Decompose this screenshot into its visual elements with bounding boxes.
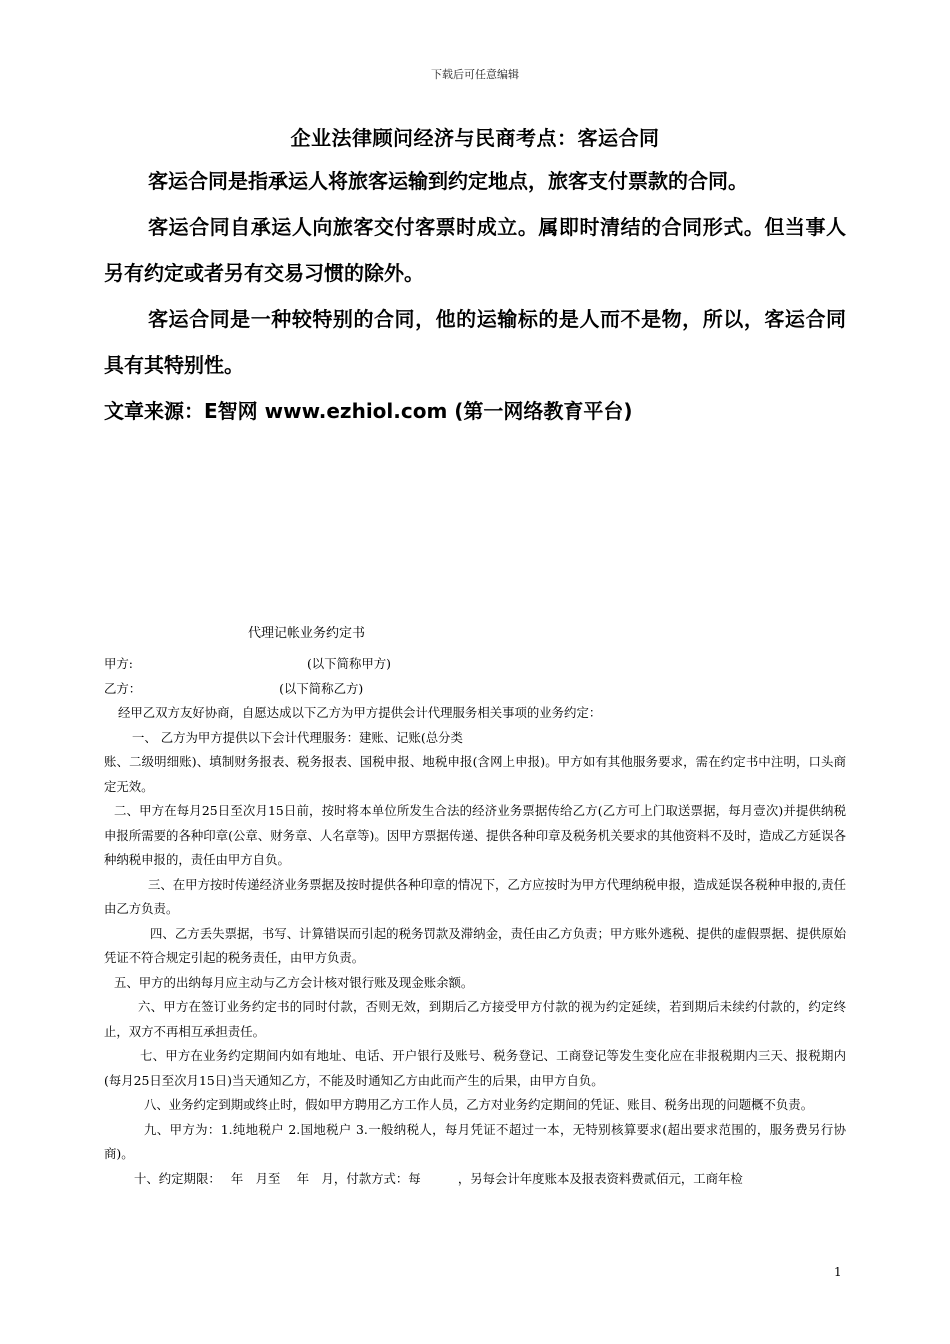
party-b-note: (以下简称乙方) xyxy=(279,680,364,696)
contract-clause-1: 一、 乙方为甲方提供以下会计代理服务：建账、记账(总分类 xyxy=(132,729,463,745)
contract-clause-1-cont: 账、二级明细账)、填制财务报表、税务报表、国税申报、地税申报(含网上申报)。甲方如有其他服务要求，需在约定书中注明，口头商定无效。 xyxy=(104,754,846,794)
party-b-label: 乙方： xyxy=(104,680,142,696)
contract-title: 代理记帐业务约定书 xyxy=(248,626,366,641)
contract-clause-2: 二、甲方在每月25日至次月15日前，按时将本单位所发生合法的经济业务票据传给乙方(乙方可上门取送票据，每月壹次)并提供纳税申报所需要的各种印章(公章、财务章、人名章等)。因甲方票据传递、提供各种印章及税务机关要求的其他资料不及时，造成乙方延误各种纳税申报的，责任由甲方自负。 xyxy=(104,803,846,867)
contract-clause-7: 七、甲方在业务约定期间内如有地址、电话、开户银行及账号、税务登记、工商登记等发生变化应在非报税期内三天、报税期内(每月25日至次月15日)当天通知乙方，不能及时通知乙方由此而产生的后果，由甲方自负。 xyxy=(104,1048,846,1088)
article-paragraph: 客运合同是一种较特别的合同，他的运输标的是人而不是物，所以，客运合同具有其特别性。 xyxy=(104,307,846,377)
party-a-row xyxy=(104,652,846,677)
contract-clause-5: 五、甲方的出纳每月应主动与乙方会计核对银行账及现金账余额。 xyxy=(114,974,474,990)
article-section xyxy=(104,118,846,434)
contract-clause-3: 三、在甲方按时传递经济业务票据及按时提供各种印章的情况下，乙方应按时为甲方代理纳税申报，造成延误各税种申报的,责任由乙方负责。 xyxy=(104,876,846,916)
contract-clause-9: 九、甲方为：1.纯地税户 2.国地税户 3.一般纳税人，每月凭证不超过一本，无特别核算要求(超出要求范围的，服务费另行协商)。 xyxy=(104,1121,846,1161)
contract-clause-8: 八、业务约定到期或终止时，假如甲方聘用乙方工作人员，乙方对业务约定期间的凭证、账目、税务出现的问题概不负责。 xyxy=(144,1097,814,1112)
contract-section xyxy=(104,622,846,1191)
article-source: 文章来源：E智网 www.ezhiol.com (第一网络教育平台) xyxy=(104,399,633,423)
header-note: 下载后可任意编辑 xyxy=(431,68,519,81)
contract-clause-6: 六、甲方在签订业务约定书的同时付款，否则无效，到期后乙方接受甲方付款的视为约定延续，若到期后未续约付款的，约定终止，双方不再相互承担责任。 xyxy=(104,999,846,1039)
contract-intro: 经甲乙双方友好协商，自愿达成以下乙方为甲方提供会计代理服务相关事项的业务约定： xyxy=(118,705,602,720)
article-paragraph: 客运合同是指承运人将旅客运输到约定地点，旅客支付票款的合同。 xyxy=(148,169,748,193)
party-a-label: 甲方: xyxy=(104,656,133,671)
article-paragraph: 客运合同自承运人向旅客交付客票时成立。属即时清结的合同形式。但当事人另有约定或者另有交易习惯的除外。 xyxy=(104,215,846,285)
contract-clause-4: 四、乙方丢失票据，书写、计算错误而引起的税务罚款及滞纳金，责任由乙方负责；甲方账外逃税、提供的虚假票据、提供原始凭证不符合规定引起的税务责任，由甲方负责。 xyxy=(104,925,846,965)
page-number: 1 xyxy=(834,1265,842,1279)
contract-clause-10: 十、约定期限： 年 月至 年 月，付款方式：每 ，另每会计年度账本及报表资料费贰佰元，工商年检 xyxy=(134,1170,743,1186)
article-title: 企业法律顾问经济与民商考点：客运合同 xyxy=(290,126,660,150)
party-b-row xyxy=(104,677,846,702)
party-a-note: (以下简称甲方) xyxy=(306,656,391,671)
